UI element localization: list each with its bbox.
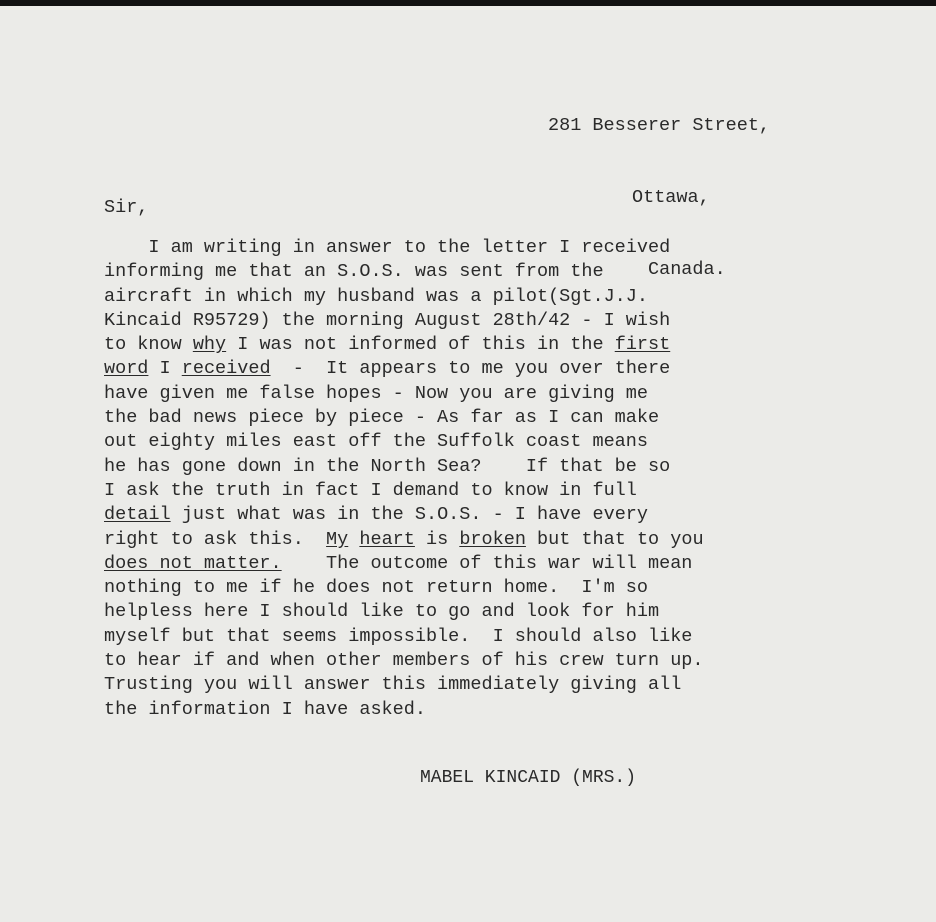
underlined-word: received [181, 358, 271, 380]
letter-line: aircraft in which my husband was a pilot(Sgt.J.J. [104, 285, 648, 307]
letter-line [104, 333, 904, 357]
letter-line: Kincaid R95729) the morning August 28th/42 - I wish [104, 309, 671, 331]
letter-line: to hear if and when other members of his crew turn up. [104, 650, 704, 672]
underlined-word: My [326, 528, 349, 550]
text-segment: - It appears to me you over there [270, 358, 671, 380]
letter-line: helpless here I should like to go and look for him [104, 601, 660, 623]
underlined-word: heart [359, 528, 415, 550]
scan-top-edge [0, 0, 936, 6]
salutation: Sir, [104, 197, 149, 218]
letter-line: he has gone down in the North Sea? If that be so [104, 455, 671, 477]
letter-line [104, 357, 904, 381]
underlined-word: first [614, 334, 671, 356]
letter-line: nothing to me if he does not return home. I'm so [104, 577, 648, 599]
text-segment [348, 529, 359, 550]
signature: MABEL KINCAID (MRS.) [420, 768, 637, 788]
text-segment: I [148, 358, 182, 380]
letter-line: I am writing in answer to the letter I received [104, 237, 671, 258]
letter-line [104, 552, 904, 576]
address-country: Canada. [648, 259, 726, 280]
address-city: Ottawa, [632, 187, 710, 208]
letter-line: I ask the truth in fact I demand to know in full [104, 479, 637, 501]
letter-line: have given me false hopes - Now you are giving me [104, 382, 648, 404]
underlined-word: broken [459, 528, 526, 550]
letter-line: myself but that seems impossible. I should also like [104, 625, 693, 647]
underlined-word: why [192, 334, 227, 356]
text-segment: but that to you [525, 528, 704, 550]
letter-line: the information I have asked. [104, 698, 426, 720]
text-segment: right to ask this. [104, 528, 327, 550]
address-street: 281 Besserer Street, [548, 115, 771, 136]
letter-line [104, 528, 904, 552]
letter-line: informing me that an S.O.S. was sent from the [104, 261, 604, 283]
text-segment: just what was in the S.O.S. - I have every [170, 504, 649, 526]
letter-body [104, 236, 904, 722]
letter-line: Trusting you will answer this immediately giving all [104, 674, 682, 696]
text-segment: is [414, 528, 460, 550]
underlined-word: detail [104, 504, 171, 526]
text-segment: to know [104, 334, 193, 356]
letter-line: the bad news piece by piece - As far as I can make [104, 407, 660, 429]
text-segment: I was not informed of this in the [226, 334, 615, 356]
letter-line [104, 503, 904, 527]
letter-line: out eighty miles east off the Suffolk coast means [104, 431, 648, 453]
underlined-word: word [104, 358, 149, 380]
text-segment: The outcome of this war will mean [281, 552, 693, 574]
underlined-word: does not matter. [104, 552, 282, 574]
